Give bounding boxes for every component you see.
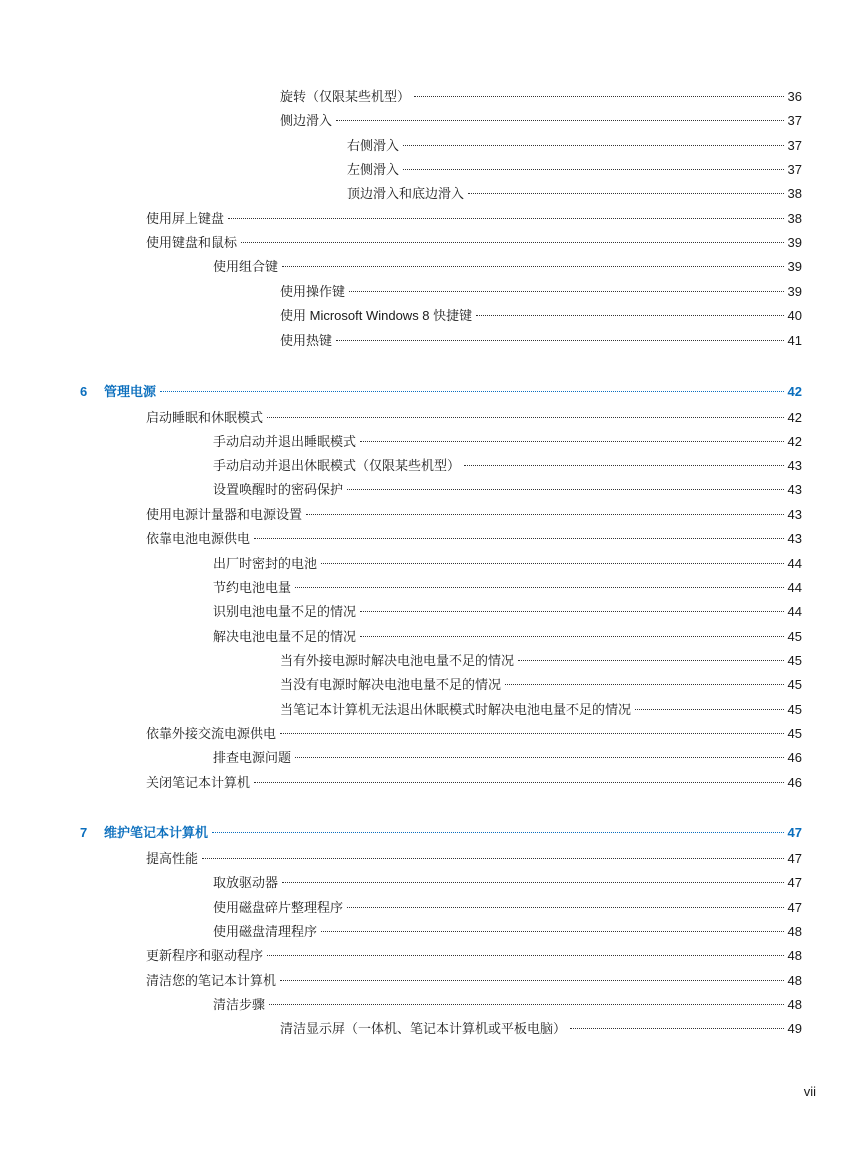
- toc-entry-title: 使用热键: [280, 333, 333, 348]
- toc-entry[interactable]: [280, 700, 802, 720]
- toc-entry-title: 排查电源问题: [213, 750, 292, 765]
- toc-entry[interactable]: [213, 456, 802, 476]
- toc-entry-title: 右侧滑入: [347, 138, 400, 153]
- toc-entry[interactable]: [213, 578, 802, 598]
- dot-leader: [403, 145, 784, 146]
- toc-entry-title: 节约电池电量: [213, 580, 292, 595]
- toc-entry[interactable]: [280, 675, 802, 695]
- toc-entry-title: 当笔记本计算机无法退出休眠模式时解决电池电量不足的情况: [280, 702, 632, 717]
- dot-leader: [295, 587, 784, 588]
- toc-page-number: 37: [787, 138, 802, 153]
- dot-leader: [505, 684, 784, 685]
- dot-leader: [360, 611, 784, 612]
- dot-leader: [228, 218, 784, 219]
- toc-entry[interactable]: [213, 873, 802, 893]
- toc-entry[interactable]: [146, 849, 802, 869]
- dot-leader: [280, 733, 784, 734]
- toc-page-number: 39: [787, 259, 802, 274]
- toc-entry-title: 识别电池电量不足的情况: [213, 604, 357, 619]
- toc-page-number: 45: [787, 629, 802, 644]
- toc-entry-title: [80, 823, 212, 843]
- toc-entry-title: 左侧滑入: [347, 162, 400, 177]
- toc-entry[interactable]: [280, 331, 802, 351]
- toc-entry[interactable]: [213, 922, 802, 942]
- dot-leader: [254, 782, 784, 783]
- toc-page-number: 42: [787, 384, 802, 399]
- toc-entry[interactable]: [213, 554, 802, 574]
- toc-entry[interactable]: [146, 408, 802, 428]
- toc-entry[interactable]: [213, 748, 802, 768]
- dot-leader: [635, 709, 784, 710]
- toc-entry-title: 手动启动并退出睡眠模式: [213, 434, 357, 449]
- dot-leader: [160, 391, 784, 392]
- toc-entry-title: 顶边滑入和底边滑入: [347, 186, 465, 201]
- toc-entry-title: 依靠外接交流电源供电: [146, 726, 277, 741]
- toc-entry-title: 清洁您的笔记本计算机: [146, 973, 277, 988]
- toc-entry-title: 出厂时密封的电池: [213, 556, 318, 571]
- toc-entry[interactable]: [213, 898, 802, 918]
- toc-entry-title: 使用磁盘碎片整理程序: [213, 900, 344, 915]
- toc-page-number: 47: [787, 875, 802, 890]
- toc-entry-title: 侧边滑入: [280, 113, 333, 128]
- dot-leader: [212, 832, 784, 833]
- page-number-footer: vii: [803, 1084, 816, 1099]
- dot-leader: [476, 315, 783, 316]
- toc-entry-title: 使用屏上键盘: [146, 211, 225, 226]
- toc-entry-title: 清洁显示屏（一体机、笔记本计算机或平板电脑）: [280, 1021, 567, 1036]
- toc-entry-title: 取放驱动器: [213, 875, 279, 890]
- dot-leader: [349, 291, 784, 292]
- toc-page-number: 39: [787, 235, 802, 250]
- dot-leader: [414, 96, 784, 97]
- toc-entry[interactable]: [280, 306, 802, 326]
- dot-leader: [241, 242, 784, 243]
- toc-entry-title: 使用磁盘清理程序: [213, 924, 318, 939]
- toc-entry[interactable]: [347, 136, 802, 156]
- toc-page-number: 38: [787, 186, 802, 201]
- toc-page-number: 45: [787, 702, 802, 717]
- toc-page-number: 48: [787, 997, 802, 1012]
- toc-page-number: 41: [787, 333, 802, 348]
- toc-entry-title: 设置唤醒时的密码保护: [213, 482, 344, 497]
- toc-page-number: 45: [787, 726, 802, 741]
- toc-entry-title: 旋转（仅限某些机型）: [280, 89, 411, 104]
- dot-leader: [464, 465, 784, 466]
- dot-leader: [254, 538, 784, 539]
- toc-page-number: 47: [787, 851, 802, 866]
- toc-entry[interactable]: [280, 282, 802, 302]
- dot-leader: [282, 882, 784, 883]
- toc-page-number: 45: [787, 677, 802, 692]
- dot-leader: [360, 636, 784, 637]
- toc-entry[interactable]: [280, 111, 802, 131]
- dot-leader: [267, 955, 784, 956]
- toc-entry-title: 使用操作键: [280, 284, 346, 299]
- chapter-title-text: 管理电源: [104, 384, 157, 399]
- toc-entry[interactable]: [280, 651, 802, 671]
- toc-entry[interactable]: [213, 995, 802, 1015]
- chapter-number: 6: [80, 384, 88, 399]
- toc-page-number: 45: [787, 653, 802, 668]
- toc-entry[interactable]: [213, 627, 802, 647]
- toc-page-number: 36: [787, 89, 802, 104]
- dot-leader: [468, 193, 784, 194]
- chapter-number: 7: [80, 825, 88, 840]
- dot-leader: [403, 169, 784, 170]
- toc-page-number: 37: [787, 162, 802, 177]
- toc-entry[interactable]: [146, 773, 802, 793]
- chapter-title-text: 维护笔记本计算机: [104, 825, 209, 840]
- toc-entry[interactable]: [146, 233, 802, 253]
- toc-entry-title: 清洁步骤: [213, 997, 266, 1012]
- toc-entry-title: 使用组合键: [213, 259, 279, 274]
- toc-entry[interactable]: [146, 505, 802, 525]
- dot-leader: [336, 120, 784, 121]
- dot-leader: [202, 858, 784, 859]
- dot-leader: [347, 907, 784, 908]
- toc-page-number: 48: [787, 924, 802, 939]
- dot-leader: [282, 266, 784, 267]
- toc-entry-title: 当有外接电源时解决电池电量不足的情况: [280, 653, 515, 668]
- toc-entry[interactable]: [213, 432, 802, 452]
- toc-page-number: 43: [787, 458, 802, 473]
- toc-entry-title: 当没有电源时解决电池电量不足的情况: [280, 677, 502, 692]
- toc-entry-title: 手动启动并退出休眠模式（仅限某些机型）: [213, 458, 461, 473]
- dot-leader: [570, 1028, 784, 1029]
- dot-leader: [321, 931, 784, 932]
- dot-leader: [321, 563, 784, 564]
- toc-page-number: 37: [787, 113, 802, 128]
- toc-page-number: 48: [787, 948, 802, 963]
- toc-page-number: 43: [787, 482, 802, 497]
- toc-entry[interactable]: [146, 724, 802, 744]
- toc-page-number: 44: [787, 580, 802, 595]
- toc-entry-title: 启动睡眠和休眠模式: [146, 410, 264, 425]
- toc-entry-title: 使用键盘和鼠标: [146, 235, 238, 250]
- toc-entry[interactable]: [213, 480, 802, 500]
- toc-entry-title: 关闭笔记本计算机: [146, 775, 251, 790]
- toc-page-number: 49: [787, 1021, 802, 1036]
- toc-page-number: 39: [787, 284, 802, 299]
- toc-entry[interactable]: [347, 184, 802, 204]
- dot-leader: [295, 757, 784, 758]
- toc-page-number: 38: [787, 211, 802, 226]
- toc-page-number: 42: [787, 434, 802, 449]
- toc-page-number: 43: [787, 531, 802, 546]
- toc-page-number: 47: [787, 825, 802, 840]
- toc-entry-title: 依靠电池电源供电: [146, 531, 251, 546]
- toc-entry[interactable]: [280, 1019, 802, 1039]
- toc-page-number: 43: [787, 507, 802, 522]
- toc-page-number: 47: [787, 900, 802, 915]
- toc-page-number: 42: [787, 410, 802, 425]
- toc-chapter-entry[interactable]: [80, 823, 802, 843]
- dot-leader: [280, 980, 784, 981]
- toc-entry[interactable]: [146, 529, 802, 549]
- toc-entry-title: 使用 Microsoft Windows 8 快捷键: [280, 308, 473, 323]
- toc-chapter-entry[interactable]: [80, 382, 802, 402]
- toc-page-number: 40: [787, 308, 802, 323]
- toc-entry-title: 提高性能: [146, 851, 199, 866]
- toc-page-number: 46: [787, 775, 802, 790]
- dot-leader: [360, 441, 784, 442]
- toc-entry[interactable]: [213, 257, 802, 277]
- dot-leader: [306, 514, 784, 515]
- toc-page-number: 44: [787, 556, 802, 571]
- toc-entry-title: 使用电源计量器和电源设置: [146, 507, 303, 522]
- toc-entry-title: 解决电池电量不足的情况: [213, 629, 357, 644]
- toc-entry-title: [80, 382, 160, 402]
- toc-page-number: 44: [787, 604, 802, 619]
- toc-entry[interactable]: [213, 602, 802, 622]
- toc-entry[interactable]: [146, 209, 802, 229]
- dot-leader: [347, 489, 784, 490]
- toc-entry[interactable]: [280, 87, 802, 107]
- toc-entry-title: 更新程序和驱动程序: [146, 948, 264, 963]
- toc-entry[interactable]: [146, 946, 802, 966]
- toc-entry[interactable]: [146, 971, 802, 991]
- dot-leader: [336, 340, 784, 341]
- dot-leader: [518, 660, 784, 661]
- toc-page-number: 46: [787, 750, 802, 765]
- dot-leader: [269, 1004, 784, 1005]
- dot-leader: [267, 417, 784, 418]
- toc-entry[interactable]: [347, 160, 802, 180]
- toc-page-number: 48: [787, 973, 802, 988]
